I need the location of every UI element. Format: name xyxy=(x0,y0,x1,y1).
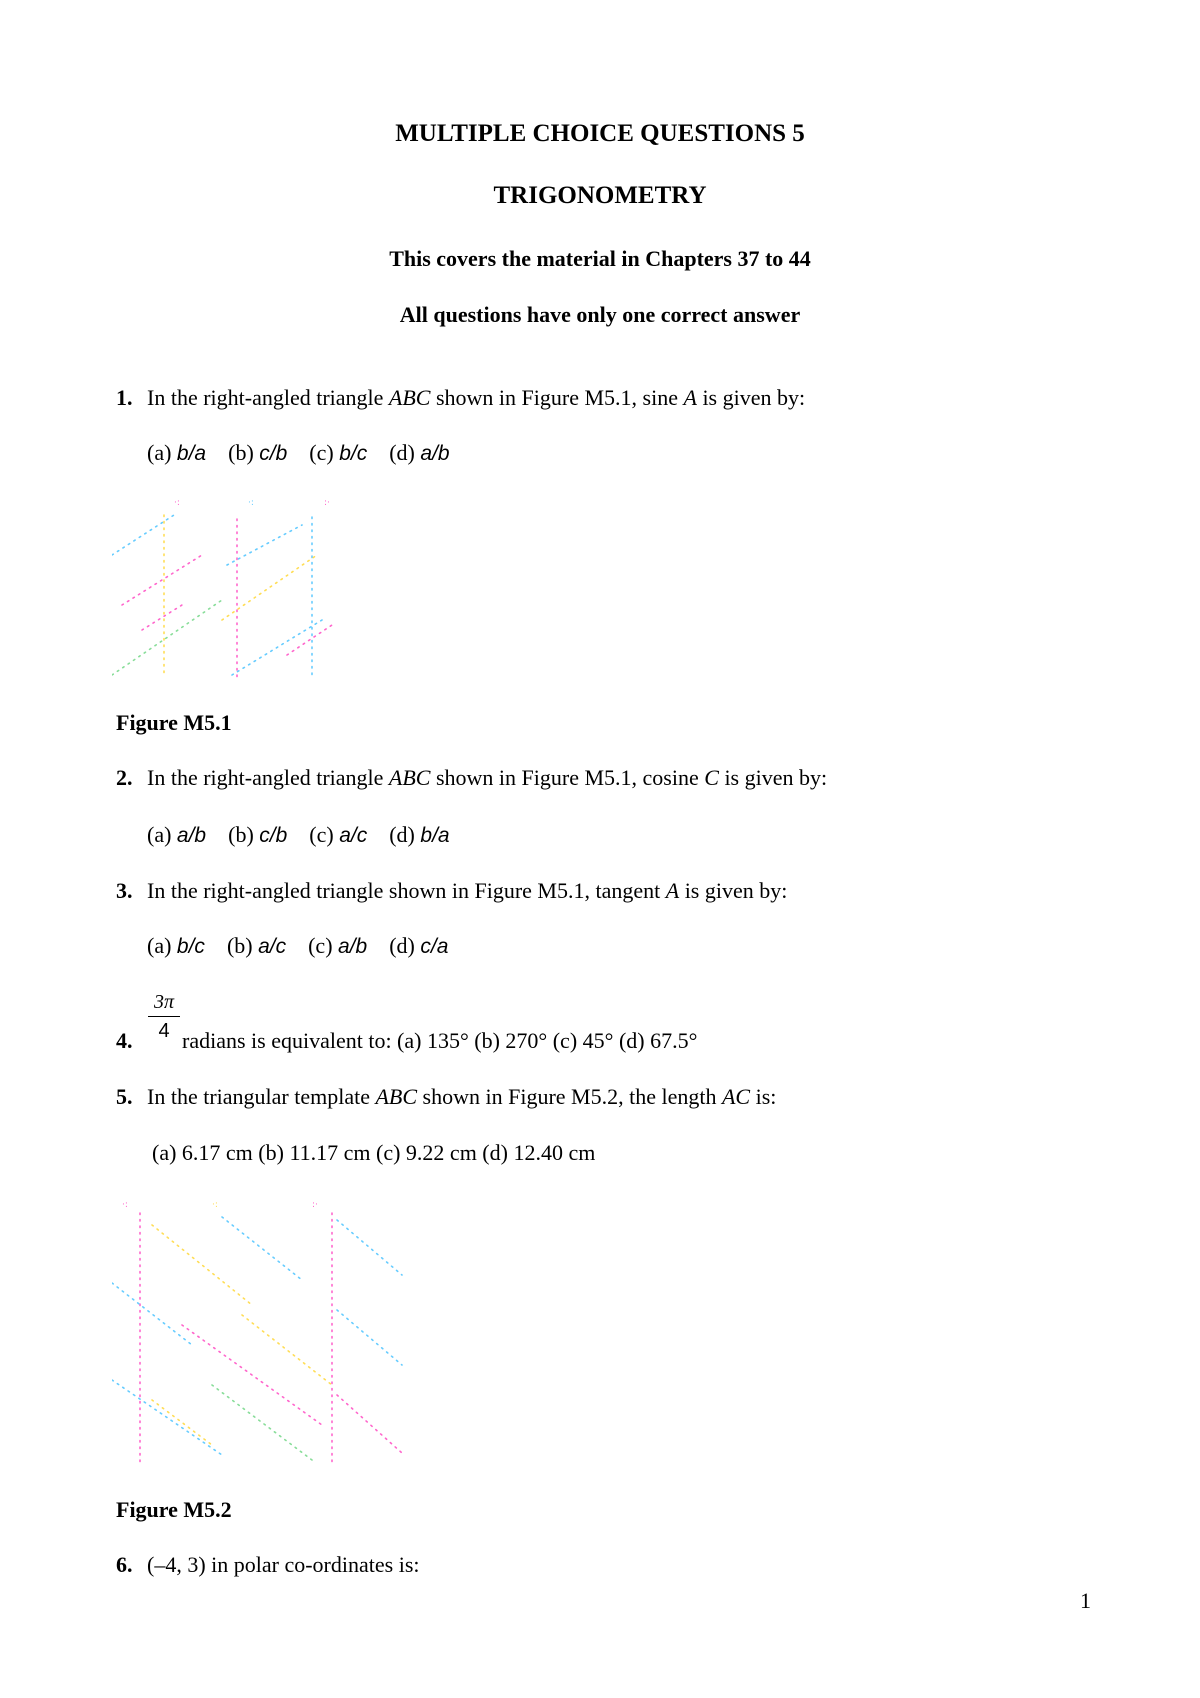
question-5: 5. In the triangular template ABC shown in Figure M5.2, the length AC is: xyxy=(116,1084,777,1109)
question-4: 4. radians is equivalent to: (a) 135° (b) 270° (c) 45° (d) 67.5° xyxy=(116,1028,698,1053)
question-number: 5. xyxy=(116,1084,133,1109)
fraction-3pi-over-4: $\frac{3\pi}{4}$ xyxy=(148,990,180,1043)
question-number: 1. xyxy=(116,385,133,410)
figure-m5-2-caption: Figure M5.2 xyxy=(116,1497,232,1522)
figure-m5-1-image xyxy=(112,495,352,685)
question-number: 3. xyxy=(116,878,133,903)
question-3: 3. In the right-angled triangle shown in Figure M5.1, tangent A is given by: xyxy=(116,878,788,903)
svg-text::·: :· xyxy=(312,1200,318,1210)
page-number: 1 xyxy=(1080,1588,1091,1613)
question-5-options: (a) 6.17 cm (b) 11.17 cm (c) 9.22 cm (d) 12.40 cm xyxy=(152,1140,596,1165)
coverage-note: This covers the material in Chapters 37 to 44 xyxy=(389,246,811,271)
svg-text:·:: ·: xyxy=(174,498,180,508)
question-number: 6. xyxy=(116,1552,133,1577)
question-1: 1. In the right-angled triangle ABC shown in Figure M5.1, sine A is given by: xyxy=(116,385,806,410)
svg-text::·: :· xyxy=(324,498,330,508)
question-number: 4. xyxy=(116,1028,133,1053)
figure-m5-1-caption: Figure M5.1 xyxy=(116,710,232,735)
svg-text:·:: ·: xyxy=(122,1200,128,1210)
figure-m5-2-image xyxy=(112,1195,412,1470)
question-number: 2. xyxy=(116,765,133,790)
document-subject: TRIGONOMETRY xyxy=(493,182,707,209)
question-3-options: (a) b/c (b) a/c (c) a/b (d) c/a xyxy=(147,933,449,958)
question-6: 6. (–4, 3) in polar co-ordinates is: xyxy=(116,1552,420,1577)
instructions-note: All questions have only one correct answer xyxy=(399,302,801,327)
svg-text:·:: ·: xyxy=(212,1200,218,1210)
svg-text:·:: ·: xyxy=(248,498,254,508)
question-2-options: (a) a/b (b) c/b (c) a/c (d) b/a xyxy=(147,822,450,847)
question-2: 2. In the right-angled triangle ABC shown in Figure M5.1, cosine C is given by: xyxy=(116,765,828,790)
document-title: MULTIPLE CHOICE QUESTIONS 5 xyxy=(395,120,805,147)
question-1-options: (a) b/a (b) c/b (c) b/c (d) a/b xyxy=(147,440,450,465)
